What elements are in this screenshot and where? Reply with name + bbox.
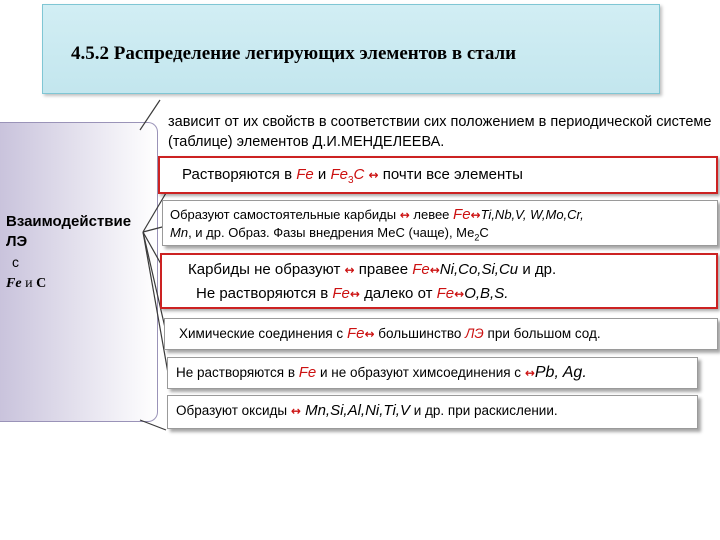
double-arrow-icon: ↔: [470, 208, 481, 222]
connector-line: [140, 100, 160, 130]
double-arrow-icon: ↔: [429, 263, 440, 277]
double-arrow-icon: ↔: [364, 327, 375, 341]
label-line-1: Взаимодействие: [6, 213, 132, 230]
double-arrow-icon: ↔: [368, 168, 379, 182]
and-word: и: [21, 276, 37, 291]
row-no-compounds: Не растворяются в Fe и не образуют химсоединения с ↔Pb, Ag.: [167, 357, 698, 389]
page-title: 4.5.2 Распределение легирующих элементов в стали: [71, 43, 517, 64]
label-line-2: ЛЭ: [6, 233, 28, 250]
connector-line: [140, 420, 166, 430]
row-compounds: Химические соединения с Fe↔ большинство ЛЭ при большом сод.: [164, 318, 718, 350]
double-arrow-icon: ↔: [454, 287, 465, 301]
double-arrow-icon: ↔: [349, 287, 360, 301]
fe-symbol: Fe: [6, 276, 22, 291]
row-no-carbides: Карбиды не образуют ↔ правее Fe↔Ni,Co,Si,Cu и др. Не растворяются в Fe↔ далеко от Fe↔O,B,S.: [160, 253, 718, 309]
description-text: зависит от их свойств в соответствии сих положением в периодической системе (таблице) элементов Д.И.МЕНДЕЛЕЕВА.: [168, 114, 712, 150]
row-dissolve-fe: Растворяются в Fe и $Fe_3С$ ↔ почти все элементы: [158, 156, 718, 194]
row-carbides: Образуют самостоятельные карбиды ↔ левее Fe↔Ti,Nb,V, W,Mo,Cr, Mn, и др. Образ. Фазы внедрения МеС (чаще), $Ме_2С$: [162, 200, 718, 246]
label-line-3: с: [12, 254, 19, 270]
double-arrow-icon: ↔: [524, 366, 535, 380]
c-symbol: C: [36, 276, 47, 291]
interaction-label: [6, 212, 131, 294]
double-arrow-icon: ↔: [399, 208, 410, 222]
label-line-4: [6, 272, 131, 294]
double-arrow-icon: ↔: [290, 404, 301, 418]
double-arrow-icon: ↔: [344, 263, 355, 277]
row-oxides: Образуют оксиды ↔ Mn,Si,Al,Ni,Ti,V и др. при раскислении.: [167, 395, 698, 429]
